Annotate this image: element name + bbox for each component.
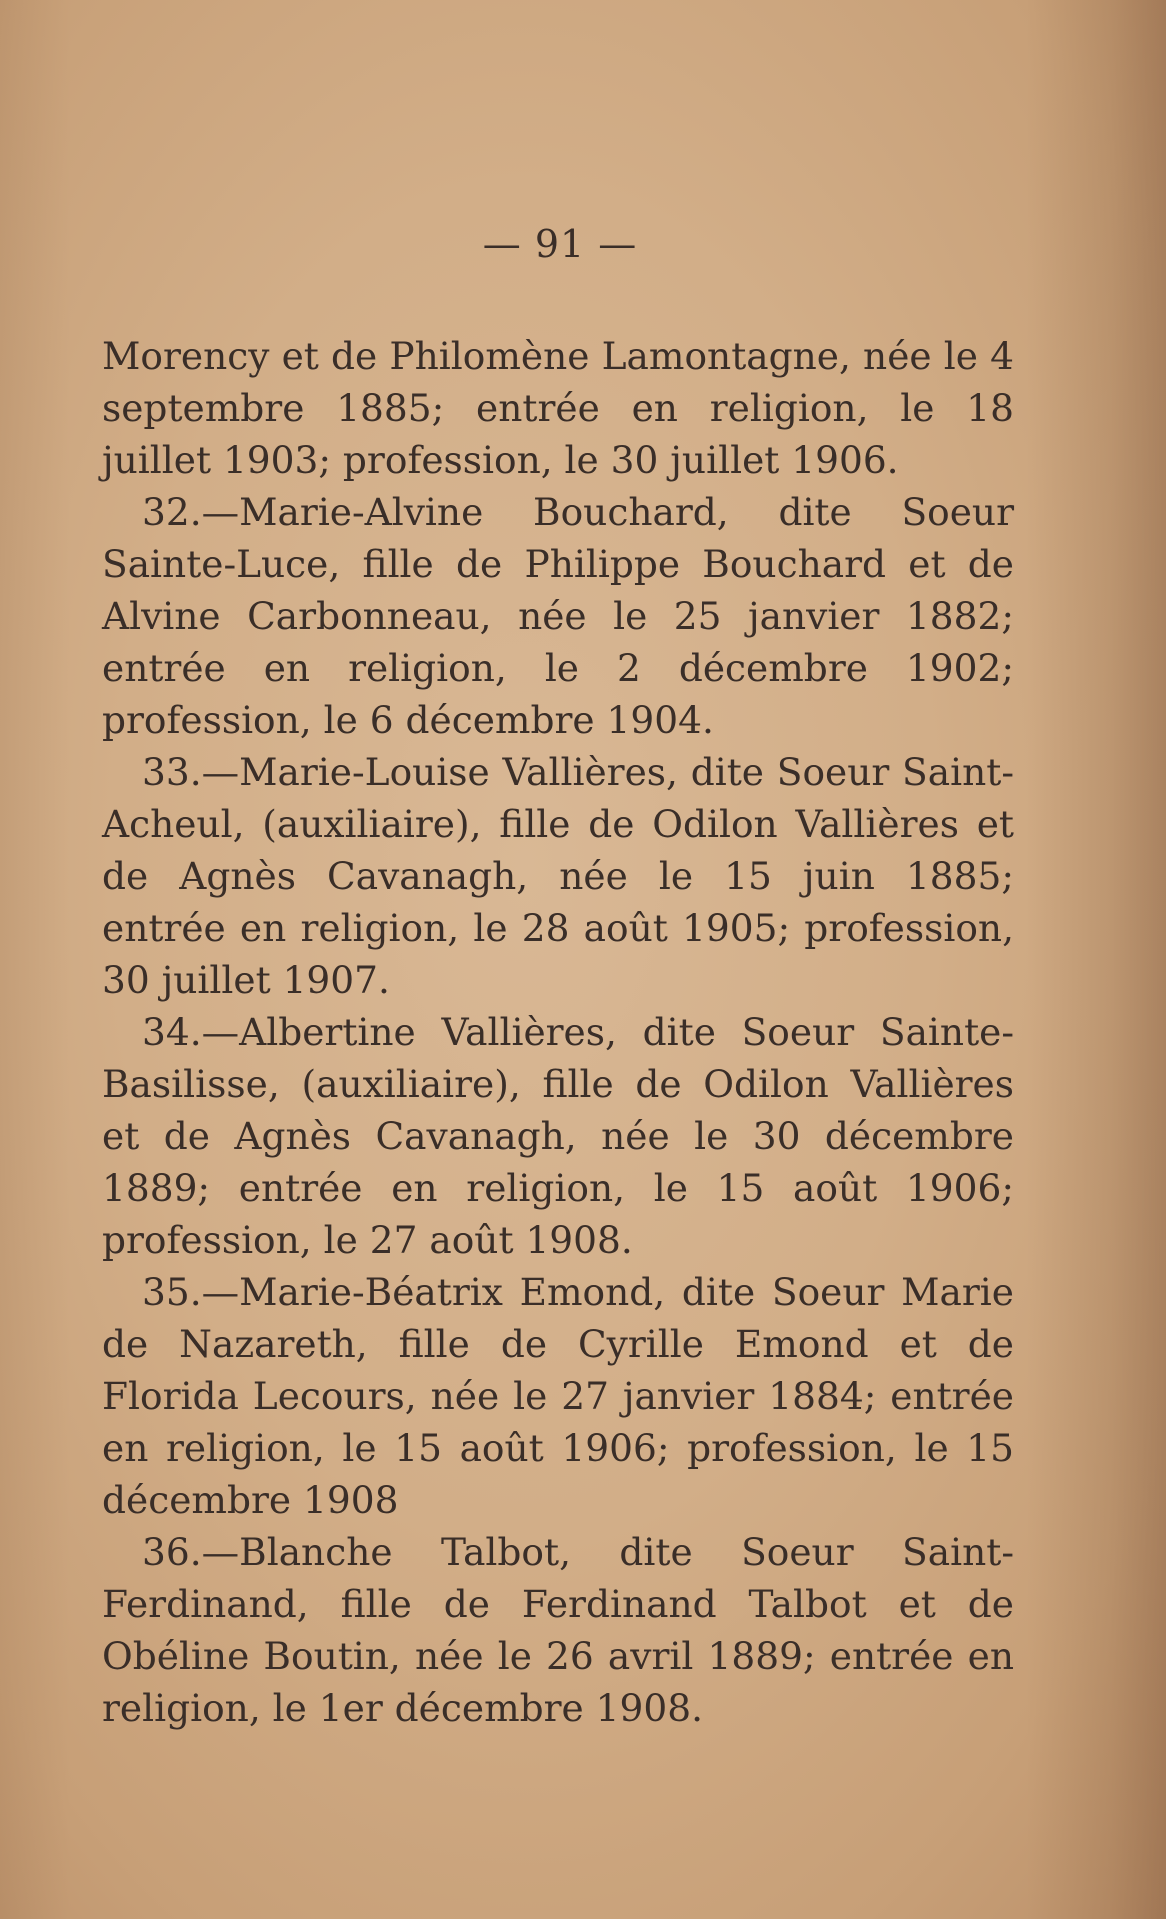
- page-number: — 91 —: [482, 222, 638, 266]
- left-edge-shading: [0, 0, 70, 1919]
- paragraph-entry-36: 36.—Blanche Talbot, dite Soeur Saint-Ferdinand, fille de Ferdinand Talbot et de Obéline Boutin, née le 26 avril 1889; entrée en religion, le 1er décembre 1908.: [102, 1530, 1014, 1730]
- paragraph-entry-34: 34.—Albertine Vallières, dite Soeur Sainte-Basilisse, (auxiliaire), fille de Odilon Vallières et de Agnès Cavanagh, née le 30 décembre 1889; entrée en religion, le 15 août 1906; profession, le 27 août 1908.: [102, 1010, 1014, 1262]
- paragraph-continuation: Morency et de Philomène Lamontagne, née le 4 septembre 1885; entrée en religion, le 18 juillet 1903; profession, le 30 juillet 1906.: [102, 334, 1014, 482]
- paragraph-entry-32: 32.—Marie-Alvine Bouchard, dite Soeur Sainte-Luce, fille de Philippe Bouchard et de Alvine Carbonneau, née le 25 janvier 1882; entrée en religion, le 2 décembre 1902; profession, le 6 décembre 1904.: [102, 490, 1014, 742]
- right-edge-shading: [1026, 0, 1166, 1919]
- paragraph-entry-35: 35.—Marie-Béatrix Emond, dite Soeur Marie de Nazareth, fille de Cyrille Emond et de Florida Lecours, née le 27 janvier 1884; entrée en religion, le 15 août 1906; profession, le 15 décembre 1908: [102, 1270, 1014, 1522]
- paragraph-entry-33: 33.—Marie-Louise Vallières, dite Soeur Saint-Acheul, (auxiliaire), fille de Odilon Vallières et de Agnès Cavanagh, née le 15 juin 1885; entrée en religion, le 28 août 1905; profession, 30 juillet 1907.: [102, 750, 1014, 1002]
- body-text: [102, 330, 1014, 1734]
